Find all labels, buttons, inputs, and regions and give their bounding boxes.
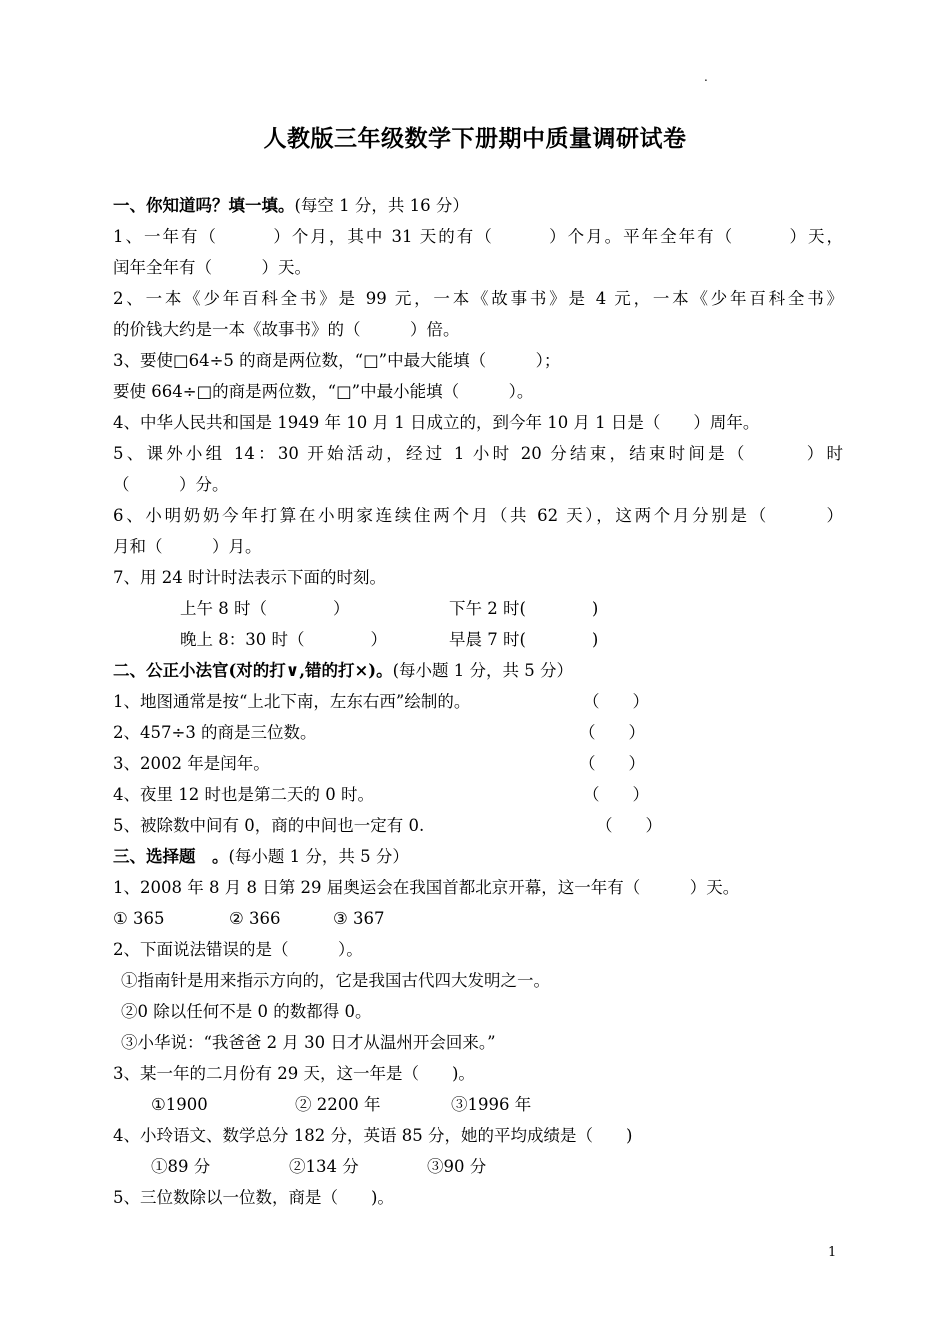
s1-q4: 4、中华人民共和国是 1949 年 10 月 1 日成立的，到今年 10 月 1 日是（ ）周年。 bbox=[113, 413, 760, 432]
s3-q4: 4、小玲语文、数学总分 182 分，英语 85 分，她的平均成绩是（ ) bbox=[113, 1126, 633, 1145]
answer-paren: （ ） bbox=[596, 816, 662, 835]
s3-q1-options bbox=[113, 903, 843, 934]
q7-item-morning-8: 上午 8 时（ ） bbox=[180, 599, 350, 618]
option: ①1900 bbox=[151, 1095, 208, 1114]
s2-item-2: 2、457÷3 的商是三位数。 （ ） bbox=[113, 717, 843, 748]
s1-q2-line1: 2、一本《少年百科全书》是 99 元，一本《故事书》是 4 元，一本《少年百科全书》 bbox=[113, 289, 843, 308]
s3-q2-option-1: ①指南针是用来指示方向的，它是我国古代四大发明之一。 bbox=[121, 971, 550, 990]
exam-content bbox=[113, 190, 843, 1213]
s2-item-4: 4、夜里 12 时也是第二天的 0 时。 （ ） bbox=[113, 779, 843, 810]
s3-q2-option-2: ②0 除以任何不是 0 的数都得 0。 bbox=[121, 1002, 372, 1021]
option: ① 365 bbox=[113, 909, 165, 928]
q7-item-evening-830: 晚上 8：30 时（ ） bbox=[180, 630, 387, 649]
answer-paren: （ ） bbox=[579, 723, 645, 742]
s2-item-3: 3、2002 年是闰年。 （ ） bbox=[113, 748, 843, 779]
s3-q2: 2、下面说法错误的是（ ）。 bbox=[113, 940, 363, 959]
s1-q1-line2: 闰年全年有（ ）天。 bbox=[113, 258, 311, 277]
answer-paren: （ ） bbox=[583, 692, 649, 711]
option: ③1996 年 bbox=[451, 1095, 532, 1114]
s2-item-5: 5、被除数中间有 0，商的中间也一定有 0. （ ） bbox=[113, 810, 843, 841]
header-dot: . bbox=[704, 70, 708, 84]
section3-heading: 三、选择题 。(每小题 1 分，共 5 分） bbox=[113, 847, 409, 866]
s1-q6-line1: 6、小明奶奶今年打算在小明家连续住两个月（共 62 天），这两个月分别是（ ） bbox=[113, 506, 843, 525]
s1-q1-line1: 1、一年有（ ）个月，其中 31 天的有（ ）个月。平年全年有（ ）天， bbox=[113, 227, 843, 246]
s3-q1: 1、2008 年 8 月 8 日第 29 届奥运会在我国首都北京开幕，这一年有（ ）天。 bbox=[113, 878, 740, 897]
q7-item-early-7: 早晨 7 时( ) bbox=[449, 630, 599, 649]
s1-q7-row2 bbox=[113, 624, 843, 655]
section1-heading: 一、你知道吗？填一填。(每空 1 分，共 16 分） bbox=[113, 196, 469, 215]
s1-q2-line2: 的价钱大约是一本《故事书》的（ ）倍。 bbox=[113, 320, 460, 339]
option: ② 2200 年 bbox=[295, 1095, 381, 1114]
s1-q7: 7、用 24 时计时法表示下面的时刻。 bbox=[113, 568, 386, 587]
s1-q5-line2: （ ）分。 bbox=[113, 475, 229, 494]
s3-q2-option-3: ③小华说：“我爸爸 2 月 30 日才从温州开会回来。” bbox=[121, 1033, 496, 1052]
s1-q6-line2: 月和（ ）月。 bbox=[113, 537, 262, 556]
page-number: 1 bbox=[828, 1245, 837, 1260]
option: ③90 分 bbox=[427, 1157, 487, 1176]
q7-item-afternoon-2: 下午 2 时( ) bbox=[449, 599, 599, 618]
answer-paren: （ ） bbox=[583, 785, 649, 804]
s1-q3-line2: 要使 664÷□的商是两位数，“□”中最小能填（ ）。 bbox=[113, 382, 534, 401]
s1-q7-row1 bbox=[113, 593, 843, 624]
answer-paren: （ ） bbox=[579, 754, 645, 773]
s3-q3-options bbox=[113, 1089, 843, 1120]
s1-q3-line1: 3、要使□64÷5 的商是两位数，“□”中最大能填（ ）； bbox=[113, 351, 561, 370]
option: ②134 分 bbox=[289, 1157, 359, 1176]
s3-q4-options bbox=[113, 1151, 843, 1182]
s1-q5-line1: 5、课外小组 14：30 开始活动，经过 1 小时 20 分结束，结束时间是（ ）时 bbox=[113, 444, 843, 463]
s3-q5: 5、三位数除以一位数，商是（ )。 bbox=[113, 1188, 394, 1207]
option: ①89 分 bbox=[151, 1157, 211, 1176]
option: ② 366 bbox=[229, 909, 281, 928]
section2-heading: 二、公正小法官(对的打∨,错的打×)。(每小题 1 分，共 5 分） bbox=[113, 661, 574, 680]
s2-item-1: 1、地图通常是按“上北下南，左东右西”绘制的。 （ ） bbox=[113, 686, 843, 717]
option: ③ 367 bbox=[333, 909, 385, 928]
page-title: 人教版三年级数学下册期中质量调研试卷 bbox=[263, 125, 687, 152]
s3-q3: 3、某一年的二月份有 29 天，这一年是（ )。 bbox=[113, 1064, 475, 1083]
